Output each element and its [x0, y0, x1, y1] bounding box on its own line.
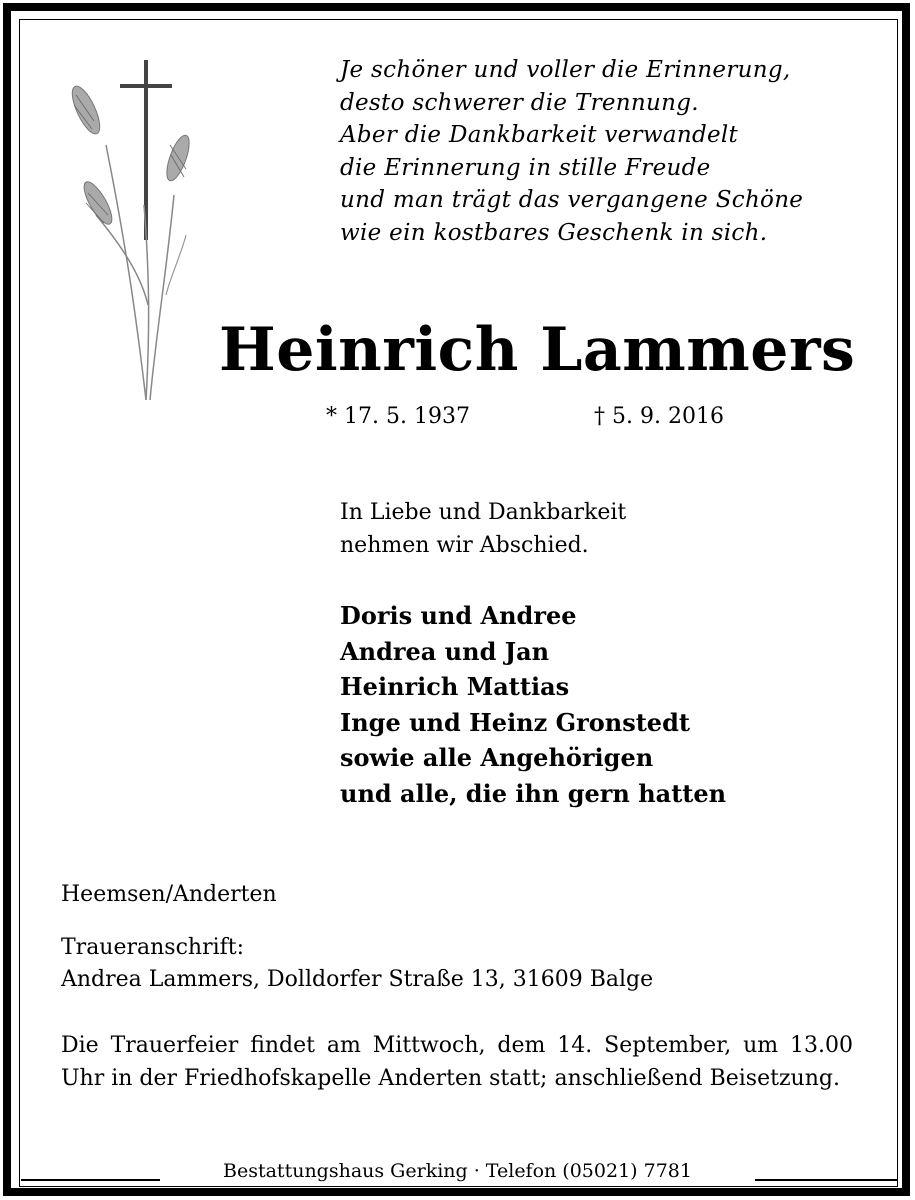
funeral-service-info: Die Trauerfeier findet am Mittwoch, dem 14. September, um 13.00 Uhr in der Friedhofskapelle Anderten statt; anschließend Beisetzung.	[61, 1033, 853, 1091]
memorial-quote	[340, 54, 803, 249]
funeral-home-contact: Bestattungshaus Gerking · Telefon (05021) 7781	[160, 1156, 755, 1186]
footer-rule	[748, 1179, 897, 1181]
birth-date: * 17. 5. 1937	[326, 404, 470, 429]
quote-line: und man trägt das vergangene Schöne	[340, 187, 804, 213]
footer	[160, 1156, 755, 1188]
mourner-entry: sowie alle Angehörigen	[340, 743, 654, 772]
mourner-entry: Heinrich Mattias	[340, 672, 570, 701]
farewell-line: nehmen wir Abschied.	[340, 533, 589, 558]
mourner-entry: Doris und Andree	[340, 601, 577, 630]
footer-rule	[21, 1179, 171, 1181]
address-label: Traueranschrift:	[61, 935, 245, 960]
cross-with-wheat-icon	[46, 55, 206, 400]
mourning-address	[61, 932, 653, 996]
deceased-name: Heinrich Lammers	[219, 315, 856, 385]
quote-line: wie ein kostbares Geschenk in sich.	[340, 219, 768, 246]
farewell-text	[340, 496, 626, 562]
mourner-entry: Inge und Heinz Gronstedt	[340, 707, 690, 737]
farewell-line: In Liebe und Dankbarkeit	[340, 500, 627, 525]
mourners-list	[340, 598, 726, 811]
address-value: Andrea Lammers, Dolldorfer Straße 13, 31609 Balge	[61, 967, 654, 992]
location: Heemsen/Anderten	[61, 882, 277, 907]
mourner-entry: und alle, die ihn gern hatten	[340, 778, 727, 808]
quote-line: Je schöner und voller die Erinnerung,	[340, 57, 791, 83]
quote-line: desto schwerer die Trennung.	[340, 89, 699, 116]
mourner-entry: Andrea und Jan	[340, 636, 550, 666]
quote-line: die Erinnerung in stille Freude	[340, 154, 711, 181]
death-date: † 5. 9. 2016	[594, 404, 724, 429]
quote-line: Aber die Dankbarkeit verwandelt	[340, 122, 739, 148]
